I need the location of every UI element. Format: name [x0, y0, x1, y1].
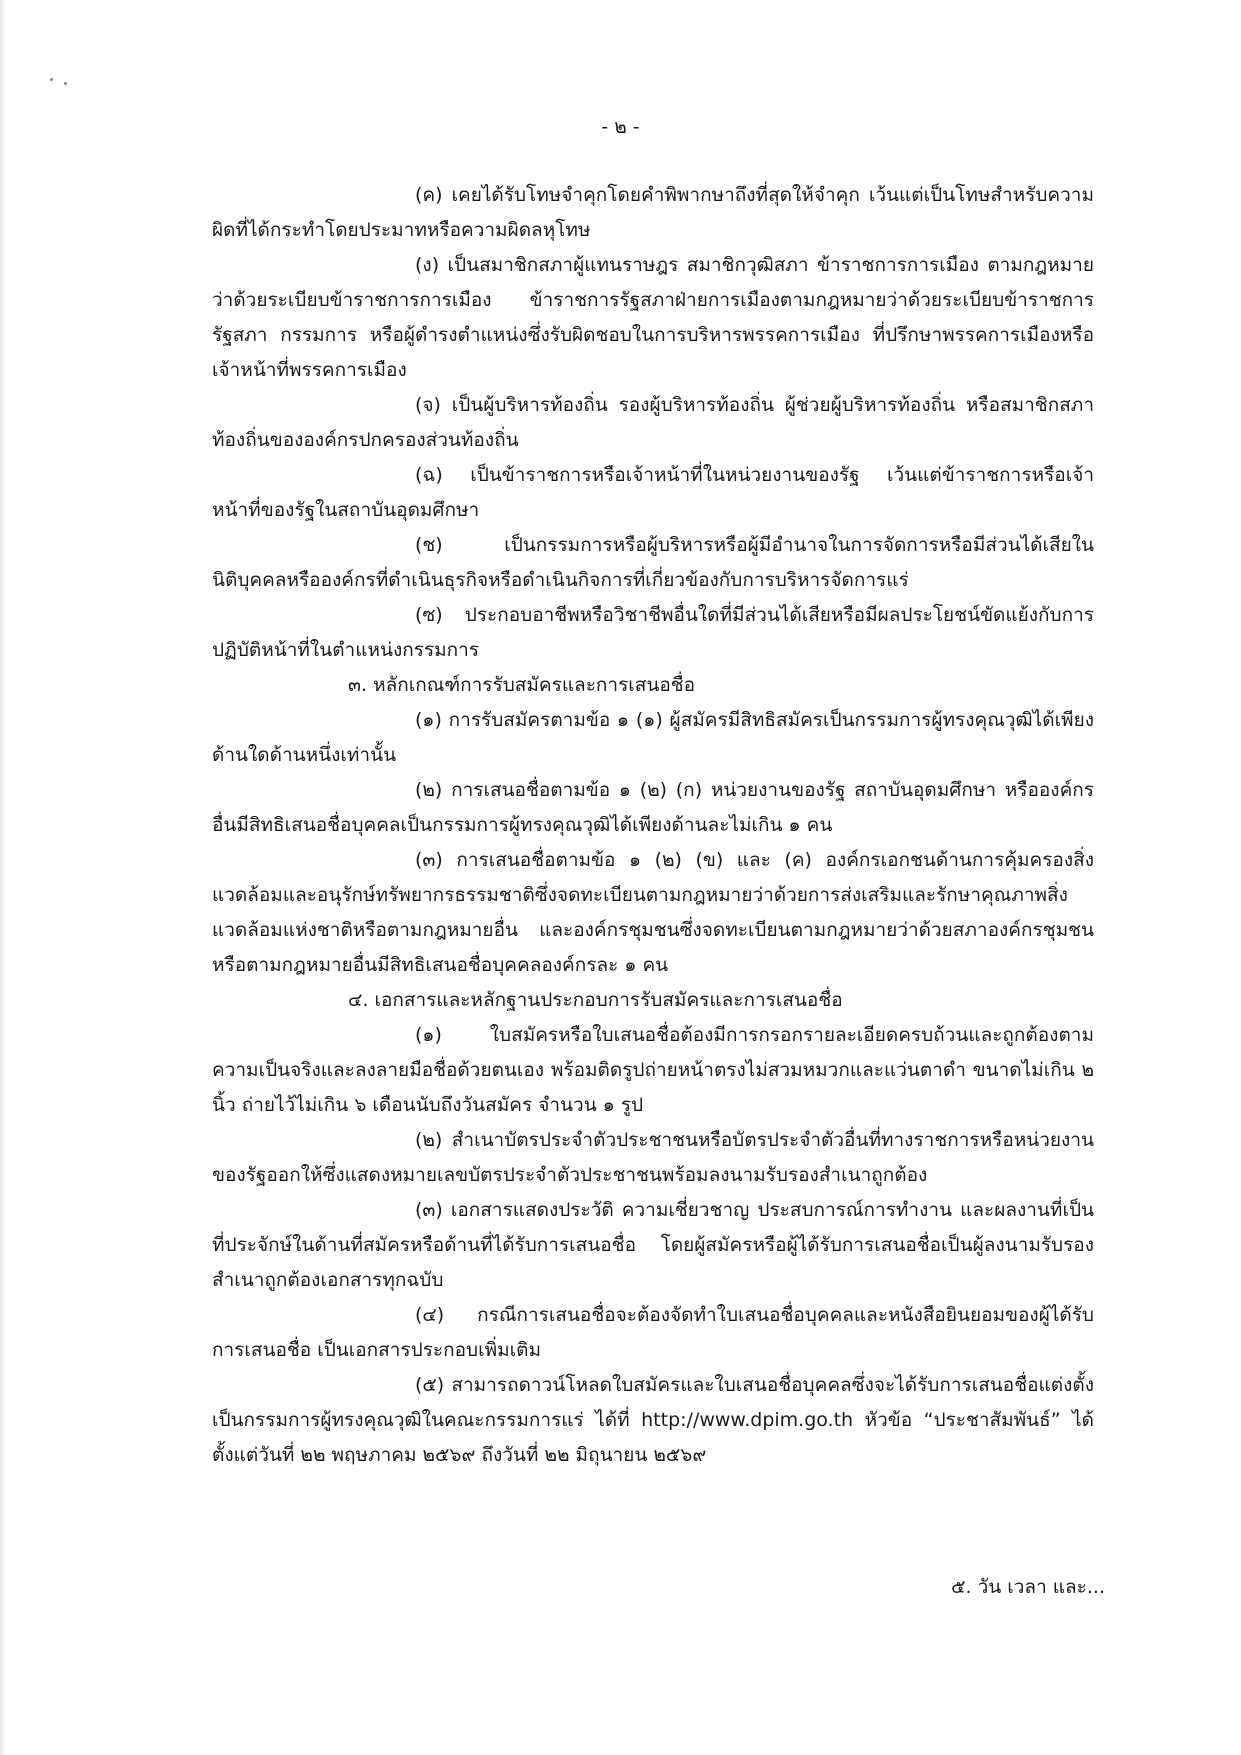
section-4-item-2: (๒) สำเนาบัตรประจำตัวประชาชนหรือบัตรประจำตัวอื่นที่ทางราชการหรือหน่วยงานของรัฐออกให้ซึ่งแสดงหมายเลขบัตรประจำตัวประชาชนพร้อมลงนามรับรองสำเนาถูกต้อง	[212, 1129, 1094, 1186]
section-4-heading: ๔. เอกสารและหลักฐานประกอบการรับสมัครและการเสนอชื่อ	[348, 989, 843, 1011]
clause-chor: (ฉ) เป็นข้าราชการหรือเจ้าหน้าที่ในหน่วยงานของรัฐ เว้นแต่ข้าราชการหรือเจ้าหน้าที่ของรัฐในสถาบันอุดมศึกษา	[212, 464, 1094, 521]
clause-kho: (ค) เคยได้รับโทษจำคุกโดยคำพิพากษาถึงที่สุดให้จำคุก เว้นแต่เป็นโทษสำหรับความผิดที่ได้กระทำโดยประมาทหรือความผิดลหุโทษ	[212, 184, 1094, 241]
clause-chor-chang: (ช) เป็นกรรมการหรือผู้บริหารหรือผู้มีอำนาจในการจัดการหรือมีส่วนได้เสียในนิติบุคคลหรือองค์กรที่ดำเนินธุรกิจหรือดำเนินกิจการที่เกี่ยวข้องกับการบริหารจัดการแร่	[212, 534, 1094, 591]
section-4-item-1: (๑) ใบสมัครหรือใบเสนอชื่อต้องมีการกรอกรายละเอียดครบถ้วนและถูกต้องตามความเป็นจริงและลงลายมือชื่อด้วยตนเอง พร้อมติดรูปถ่ายหน้าตรงไม่สวมหมวกและแว่นตาดำ ขนาดไม่เกิน ๒ นิ้ว ถ่ายไว้ไม่เกิน ๖ เดือนนับถึงวันสมัคร จำนวน ๑ รูป	[212, 1024, 1094, 1116]
section-4-item-5: (๕) สามารถดาวน์โหลดใบสมัครและใบเสนอชื่อบุคคลซึ่งจะได้รับการเสนอชื่อแต่งตั้งเป็นกรรมการผู้ทรงคุณวุฒิในคณะกรรมการแร่ ได้ที่ http://www.dpim.go.th หัวข้อ “ประชาสัมพันธ์” ได้ตั้งแต่วันที่ ๒๒ พฤษภาคม ๒๕๖๙ ถึงวันที่ ๒๒ มิถุนายน ๒๕๖๙	[212, 1374, 1094, 1466]
scan-edge-shadow	[0, 0, 6, 1755]
scan-speck	[50, 78, 53, 81]
page-number: - ๒ -	[601, 116, 640, 138]
clause-so: (ซ) ประกอบอาชีพหรือวิชาชีพอื่นใดที่มีส่วนได้เสียหรือมีผลประโยชน์ขัดแย้งกับการปฏิบัติหน้าที่ในตำแหน่งกรรมการ	[212, 604, 1094, 661]
clause-ngo: (ง) เป็นสมาชิกสภาผู้แทนราษฎร สมาชิกวุฒิสภา ข้าราชการการเมือง ตามกฎหมายว่าด้วยระเบียบข้าราชการการเมือง ข้าราชการรัฐสภาฝ่ายการเมืองตามกฎหมายว่าด้วยระเบียบข้าราชการรัฐสภา กรรมการ หรือผู้ดำรงตำแหน่งซึ่งรับผิดชอบในการบริหารพรรคการเมือง ที่ปรึกษาพรรคการเมืองหรือเจ้าหน้าที่พรรคการเมือง	[212, 254, 1094, 381]
section-3-item-1: (๑) การรับสมัครตามข้อ ๑ (๑) ผู้สมัครมีสิทธิสมัครเป็นกรรมการผู้ทรงคุณวุฒิได้เพียงด้านใดด้านหนึ่งเท่านั้น	[212, 709, 1094, 766]
section-4-item-3: (๓) เอกสารแสดงประวัติ ความเชี่ยวชาญ ประสบการณ์การทำงาน และผลงานที่เป็นที่ประจักษ์ในด้านที่สมัครหรือด้านที่ได้รับการเสนอชื่อ โดยผู้สมัครหรือผู้ได้รับการเสนอชื่อเป็นผู้ลงนามรับรองสำเนาถูกต้องเอกสารทุกฉบับ	[212, 1199, 1094, 1291]
clause-cho: (จ) เป็นผู้บริหารท้องถิ่น รองผู้บริหารท้องถิ่น ผู้ช่วยผู้บริหารท้องถิ่น หรือสมาชิกสภาท้องถิ่นขององค์กรปกครองส่วนท้องถิ่น	[212, 394, 1094, 451]
section-3-item-3: (๓) การเสนอชื่อตามข้อ ๑ (๒) (ข) และ (ค) องค์กรเอกชนด้านการคุ้มครองสิ่งแวดล้อมและอนุรักษ์ทรัพยากรธรรมชาติซึ่งจดทะเบียนตามกฎหมายว่าด้วยการส่งเสริมและรักษาคุณภาพสิ่งแวดล้อมแห่งชาติหรือตามกฎหมายอื่น และองค์กรชุมชนซึ่งจดทะเบียนตามกฎหมายว่าด้วยสภาองค์กรชุมชนหรือตามกฎหมายอื่นมีสิทธิเสนอชื่อบุคคลองค์กรละ ๑ คน	[212, 849, 1094, 976]
section-3-item-2: (๒) การเสนอชื่อตามข้อ ๑ (๒) (ก) หน่วยงานของรัฐ สถาบันอุดมศึกษา หรือองค์กรอื่นมีสิทธิเสนอชื่อบุคคลเป็นกรรมการผู้ทรงคุณวุฒิได้เพียงด้านละไม่เกิน ๑ คน	[212, 779, 1094, 836]
section-3-heading: ๓. หลักเกณฑ์การรับสมัครและการเสนอชื่อ	[348, 674, 696, 696]
section-4-item-4: (๔) กรณีการเสนอชื่อจะต้องจัดทำใบเสนอชื่อบุคคลและหนังสือยินยอมของผู้ได้รับการเสนอชื่อ เป็นเอกสารประกอบเพิ่มเติม	[212, 1304, 1094, 1361]
scan-speck	[64, 82, 67, 85]
continuation-note: ๕. วัน เวลา และ...	[951, 1576, 1105, 1598]
document-body	[212, 178, 1094, 1473]
